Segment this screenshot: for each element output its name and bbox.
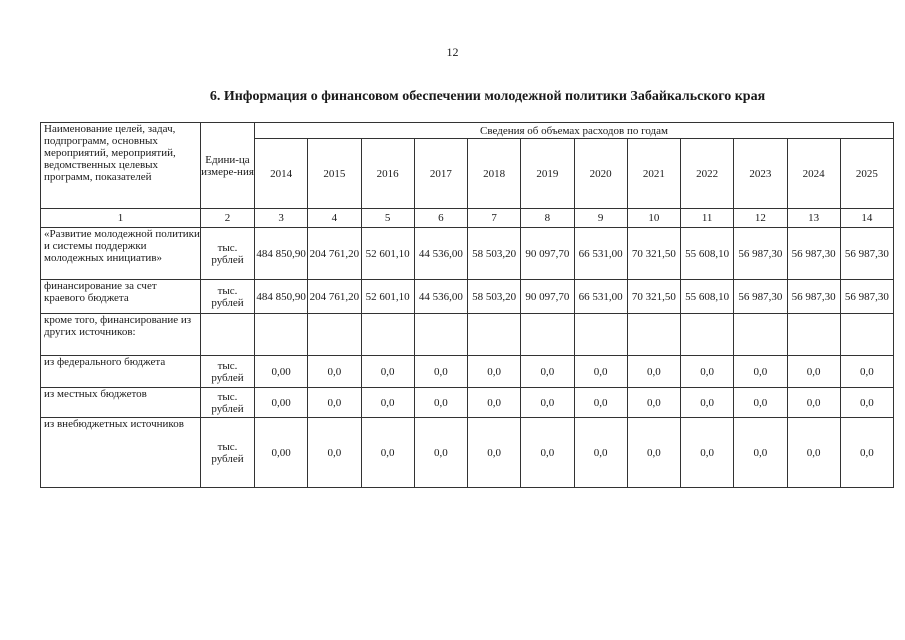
value-cell: 66 531,00	[574, 280, 627, 314]
row-unit-cell: тыс. рублей	[201, 356, 255, 388]
value-cell: 0,0	[361, 388, 414, 418]
value-cell: 0,0	[787, 388, 840, 418]
value-cell: 0,0	[521, 356, 574, 388]
column-index-cell: 11	[681, 209, 734, 228]
value-cell: 0,00	[255, 418, 308, 488]
value-cell	[361, 314, 414, 356]
value-cell	[521, 314, 574, 356]
value-cell: 0,0	[627, 356, 680, 388]
value-cell	[255, 314, 308, 356]
value-cell: 56 987,30	[734, 228, 787, 280]
value-cell: 0,0	[574, 418, 627, 488]
value-cell: 484 850,90	[255, 228, 308, 280]
column-index-row	[41, 209, 894, 228]
row-name-cell: «Развитие молодежной политики и системы поддержки молодежных инициатив»	[41, 228, 201, 280]
column-index-cell: 9	[574, 209, 627, 228]
value-cell: 56 987,30	[787, 228, 840, 280]
column-index-cell: 3	[255, 209, 308, 228]
value-cell: 90 097,70	[521, 280, 574, 314]
row-unit-cell	[201, 314, 255, 356]
column-index-cell: 6	[414, 209, 467, 228]
value-cell: 0,0	[734, 356, 787, 388]
year-header-cell: 2014	[255, 139, 308, 209]
row-name-cell: из внебюджетных источников	[41, 418, 201, 488]
value-cell: 70 321,50	[627, 280, 680, 314]
value-cell	[787, 314, 840, 356]
year-header-cell: 2023	[734, 139, 787, 209]
row-name-cell: кроме того, финансирование из других источников:	[41, 314, 201, 356]
year-header-cell: 2020	[574, 139, 627, 209]
value-cell: 0,0	[681, 356, 734, 388]
value-cell: 55 608,10	[681, 280, 734, 314]
year-header-cell: 2016	[361, 139, 414, 209]
value-cell: 0,00	[255, 356, 308, 388]
column-index-cell: 4	[308, 209, 361, 228]
value-cell	[681, 314, 734, 356]
value-cell: 44 536,00	[414, 280, 467, 314]
column-index-cell: 10	[627, 209, 680, 228]
table-row	[41, 228, 894, 280]
row-name-cell: финансирование за счет краевого бюджета	[41, 280, 201, 314]
row-name-cell: из федерального бюджета	[41, 356, 201, 388]
table-row	[41, 388, 894, 418]
value-cell	[308, 314, 361, 356]
document-title: 6. Информация о финансовом обеспечении молодежной политики Забайкальского края	[209, 89, 766, 104]
year-header-cell: 2019	[521, 139, 574, 209]
value-cell: 0,0	[840, 418, 893, 488]
value-cell: 56 987,30	[787, 280, 840, 314]
table-row	[41, 418, 894, 488]
value-cell: 66 531,00	[574, 228, 627, 280]
value-cell: 484 850,90	[255, 280, 308, 314]
header-group-cell: Сведения об объемах расходов по годам	[255, 123, 894, 139]
value-cell	[468, 314, 521, 356]
table-row	[41, 356, 894, 388]
year-header-cell: 2017	[414, 139, 467, 209]
value-cell: 0,0	[734, 418, 787, 488]
value-cell: 0,0	[468, 418, 521, 488]
value-cell: 0,0	[787, 418, 840, 488]
value-cell: 0,0	[574, 356, 627, 388]
column-index-cell: 12	[734, 209, 787, 228]
value-cell: 52 601,10	[361, 280, 414, 314]
value-cell: 204 761,20	[308, 280, 361, 314]
value-cell: 204 761,20	[308, 228, 361, 280]
budget-table-body	[41, 123, 894, 488]
header-row-top	[41, 123, 894, 139]
year-header-cell: 2018	[468, 139, 521, 209]
value-cell: 0,0	[574, 388, 627, 418]
value-cell: 0,0	[361, 356, 414, 388]
column-index-cell: 1	[41, 209, 201, 228]
column-index-cell: 13	[787, 209, 840, 228]
value-cell: 56 987,30	[840, 280, 893, 314]
row-unit-cell: тыс. рублей	[201, 280, 255, 314]
value-cell	[574, 314, 627, 356]
value-cell: 0,0	[468, 388, 521, 418]
column-index-cell: 8	[521, 209, 574, 228]
value-cell: 58 503,20	[468, 228, 521, 280]
value-cell: 0,0	[414, 418, 467, 488]
table-row	[41, 280, 894, 314]
value-cell: 90 097,70	[521, 228, 574, 280]
column-index-cell: 2	[201, 209, 255, 228]
value-cell: 0,0	[521, 418, 574, 488]
value-cell: 0,0	[840, 388, 893, 418]
year-header-cell: 2015	[308, 139, 361, 209]
value-cell: 55 608,10	[681, 228, 734, 280]
value-cell: 0,0	[308, 418, 361, 488]
row-unit-cell: тыс. рублей	[201, 388, 255, 418]
column-index-cell: 7	[468, 209, 521, 228]
budget-table	[40, 122, 894, 488]
value-cell: 0,0	[308, 388, 361, 418]
value-cell: 0,0	[414, 388, 467, 418]
year-header-cell: 2021	[627, 139, 680, 209]
value-cell	[840, 314, 893, 356]
value-cell: 58 503,20	[468, 280, 521, 314]
column-index-cell: 14	[840, 209, 893, 228]
value-cell: 0,0	[681, 388, 734, 418]
value-cell: 0,0	[361, 418, 414, 488]
value-cell	[627, 314, 680, 356]
value-cell	[414, 314, 467, 356]
value-cell: 0,0	[627, 418, 680, 488]
year-header-cell: 2024	[787, 139, 840, 209]
value-cell: 0,0	[840, 356, 893, 388]
value-cell: 0,0	[308, 356, 361, 388]
header-name-cell: Наименование целей, задач, подпрограмм, основных мероприятий, мероприятий, ведомственных целевых программ, показателей	[41, 123, 201, 209]
value-cell: 52 601,10	[361, 228, 414, 280]
value-cell: 0,0	[681, 418, 734, 488]
value-cell: 0,00	[255, 388, 308, 418]
page-number: 12	[446, 45, 459, 59]
value-cell: 0,0	[734, 388, 787, 418]
value-cell: 44 536,00	[414, 228, 467, 280]
value-cell: 0,0	[468, 356, 521, 388]
row-unit-cell: тыс. рублей	[201, 228, 255, 280]
table-row	[41, 314, 894, 356]
value-cell: 0,0	[787, 356, 840, 388]
column-index-cell: 5	[361, 209, 414, 228]
value-cell: 70 321,50	[627, 228, 680, 280]
header-unit-cell: Едини-ца измере-ния	[201, 123, 255, 209]
value-cell: 0,0	[414, 356, 467, 388]
row-name-cell: из местных бюджетов	[41, 388, 201, 418]
value-cell: 56 987,30	[734, 280, 787, 314]
value-cell: 56 987,30	[840, 228, 893, 280]
value-cell: 0,0	[521, 388, 574, 418]
row-unit-cell: тыс. рублей	[201, 418, 255, 488]
value-cell	[734, 314, 787, 356]
year-header-cell: 2025	[840, 139, 893, 209]
year-header-cell: 2022	[681, 139, 734, 209]
value-cell: 0,0	[627, 388, 680, 418]
